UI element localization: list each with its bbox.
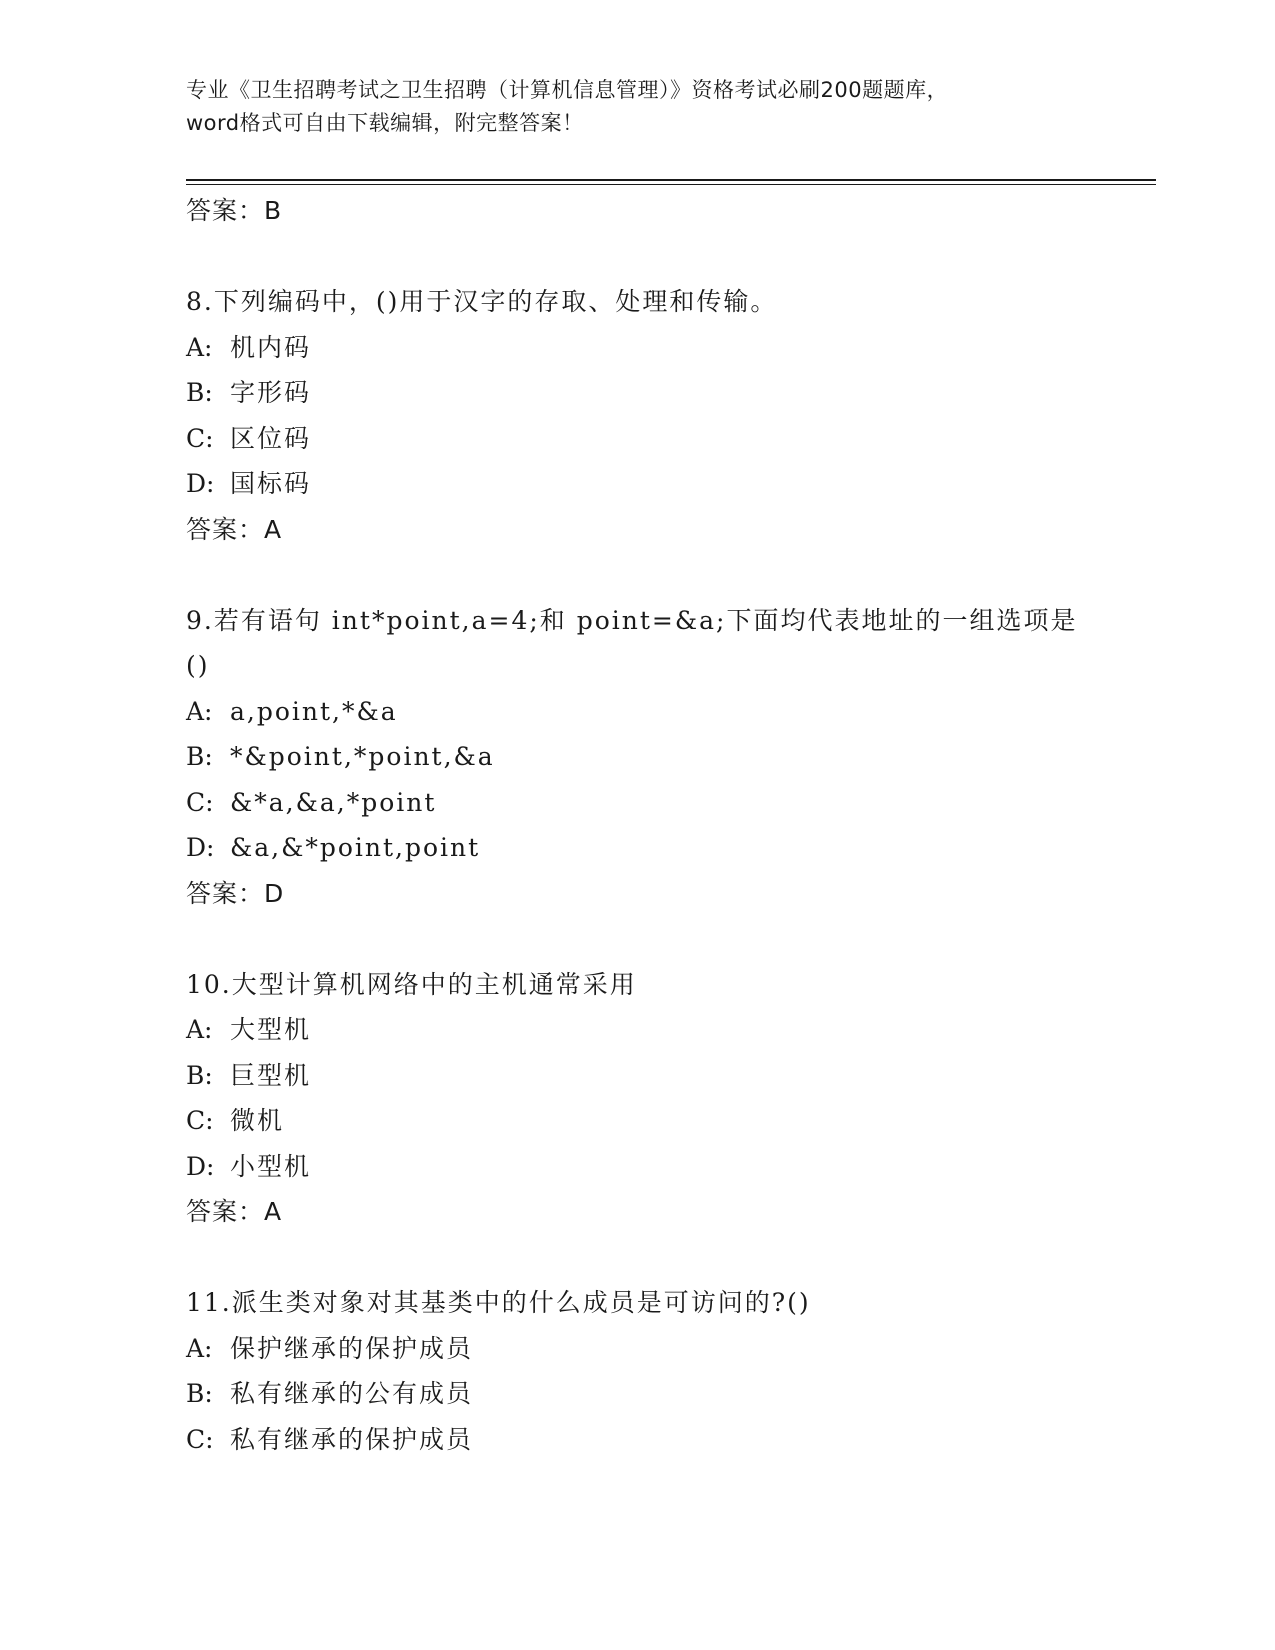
header-divider-thick [186, 179, 1156, 181]
option-letter: A: [186, 696, 213, 726]
option-c [186, 1098, 1146, 1144]
option-text: &a,&*point,point [230, 833, 481, 862]
answer-line: 答案：A [186, 514, 283, 544]
option-text: 国标码 [230, 469, 312, 498]
option-letter: B: [186, 1379, 213, 1408]
option-a [186, 325, 1146, 371]
option-letter: D: [186, 833, 215, 862]
option-letter: B: [186, 1060, 213, 1090]
question-11 [186, 1280, 1146, 1462]
option-text: 巨型机 [230, 1060, 312, 1090]
document-header [186, 74, 1086, 140]
document-body [186, 188, 1146, 1462]
option-letter: D: [186, 1151, 215, 1181]
option-b [186, 1371, 1146, 1417]
question-8 [186, 279, 1146, 553]
option-text: 微机 [230, 1106, 285, 1135]
option-letter: D: [186, 469, 215, 498]
option-a [186, 1007, 1146, 1053]
answer-line: 答案：A [186, 1197, 283, 1226]
question-text: 8.下列编码中，()用于汉字的存取、处理和传输。 [186, 287, 778, 316]
option-letter: A: [186, 332, 213, 362]
option-text: 私有继承的公有成员 [230, 1379, 474, 1408]
option-d [186, 825, 1146, 871]
option-text: 区位码 [230, 423, 312, 453]
option-d [186, 1144, 1146, 1190]
question-text: 11.派生类对象对其基类中的什么成员是可访问的?() [186, 1288, 811, 1317]
option-text: 私有继承的保护成员 [230, 1424, 474, 1454]
option-b [186, 1053, 1146, 1099]
question-text: 9.若有语句 int*point,a=4;和 point=&a;下面均代表地址的一组选项是() [186, 605, 1078, 680]
answer-line: 答案：D [186, 878, 285, 908]
option-letter: B: [186, 742, 213, 771]
option-b [186, 370, 1146, 416]
option-letter: A: [186, 1015, 213, 1044]
option-text: 小型机 [230, 1151, 312, 1181]
option-letter: C: [186, 1424, 214, 1454]
header-line-1: 专业《卫生招聘考试之卫生招聘（计算机信息管理）》资格考试必刷200题题库， [186, 78, 949, 102]
option-d [186, 461, 1146, 507]
question-text: 10.大型计算机网络中的主机通常采用 [186, 969, 637, 999]
header-divider-thin [186, 184, 1156, 185]
question-10 [186, 962, 1146, 1236]
option-letter: A: [186, 1333, 213, 1363]
answer-line: 答案：B [186, 196, 283, 225]
option-c [186, 780, 1146, 826]
option-text: 保护继承的保护成员 [230, 1333, 474, 1363]
option-text: 大型机 [230, 1015, 312, 1044]
option-text: 字形码 [230, 378, 312, 407]
header-line-2: word格式可自由下载编辑，附完整答案！ [186, 111, 584, 135]
option-text: &*a,&a,*point [230, 787, 437, 817]
option-letter: C: [186, 787, 214, 817]
option-text: 机内码 [230, 332, 312, 362]
option-c [186, 416, 1146, 462]
option-letter: B: [186, 378, 213, 407]
option-a [186, 689, 1146, 735]
option-text: *&point,*point,&a [230, 742, 495, 771]
question-9 [186, 598, 1146, 917]
option-letter: C: [186, 423, 214, 453]
option-letter: C: [186, 1106, 214, 1135]
option-a [186, 1326, 1146, 1372]
option-c [186, 1417, 1146, 1463]
option-b [186, 734, 1146, 780]
option-text: a,point,*&a [230, 696, 398, 726]
